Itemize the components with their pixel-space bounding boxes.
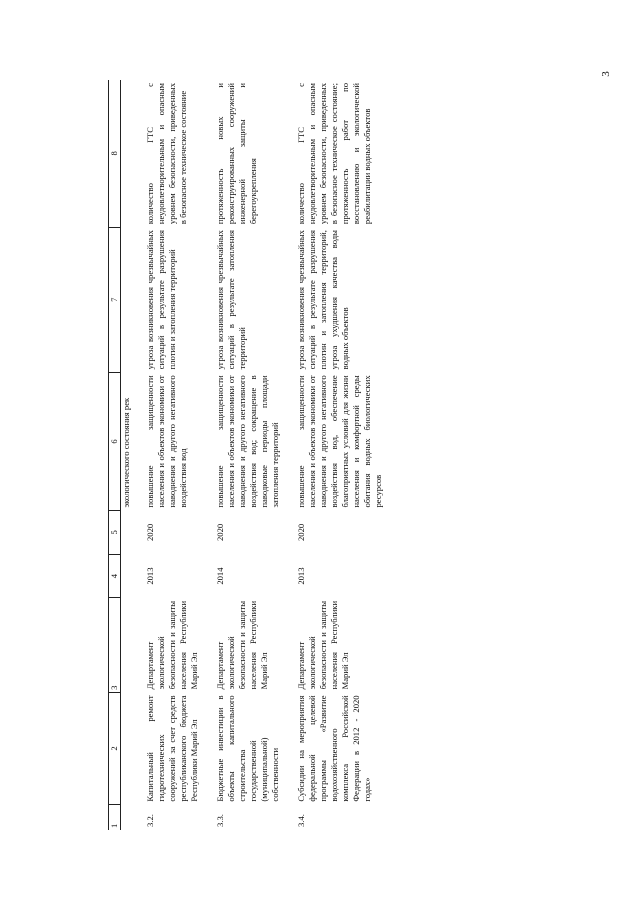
start-year: 2014 <box>215 567 225 585</box>
rotated-table-area <box>108 80 633 830</box>
risks: угроза возникновения чрезвычайных ситуаций в результате разрушения плотин и затопления территорий <box>145 230 177 370</box>
indicator: количество ГТС с неудовлетворительным и опасным уровнем безопасности, приведенных в безопасное техническое состояние <box>145 83 188 225</box>
end-year: 2020 <box>215 523 225 541</box>
col-header-6: 6 <box>109 372 121 510</box>
executor: Департамент экологической безопасности и защиты населения Республики Марий Эл <box>296 600 350 690</box>
start-year: 2013 <box>145 567 155 585</box>
executor: Департамент экологической безопасности и защиты населения Республики Марий Эл <box>215 600 269 690</box>
expected-result: повышение защищенности населения и объектов экономики от наводнения и другого негативного воздействия вод; сокращение в паводковые периоды площади затопления территорий <box>215 375 280 508</box>
col-header-5: 5 <box>109 511 121 555</box>
measure-name: Капитальный ремонт гидротехнических сооружений за счет средств республиканского бюджета Республики Марий Эл <box>145 695 199 802</box>
risks: угроза возникновения чрезвычайных ситуаций в результате разрушения плотин и затопления территорий, угроза ухудшения качества воды водных объектов <box>296 230 350 370</box>
table-row <box>144 80 214 830</box>
continuation-row <box>121 80 145 830</box>
col-header-8: 8 <box>109 80 121 227</box>
table-row <box>295 80 398 830</box>
program-measures-table <box>108 80 398 830</box>
col-header-4: 4 <box>109 554 121 598</box>
row-number: 3.4. <box>296 814 306 827</box>
start-year: 2013 <box>296 567 306 585</box>
end-year: 2020 <box>296 523 306 541</box>
expected-result: повышение защищенности населения и объектов экономики от наводнения и другого негативного воздействия вод <box>145 375 188 508</box>
column-number-header-row <box>109 80 121 830</box>
table-row <box>214 80 295 830</box>
indicator: количество ГТС с неудовлетворительным и опасным уровнем безопасности, приведенных в безопасное техническое состояние; протяженность работ по восстановлению и экологической реабилитации водных объектов <box>296 83 372 225</box>
end-year: 2020 <box>145 523 155 541</box>
measure-name: Бюджетные инвестиции в объекты капитального строительства государственной (муниципальной) собственности <box>215 695 280 802</box>
risks: угроза возникновения чрезвычайных ситуаций в результате затопления территорий <box>215 230 247 370</box>
indicator: протяженность новых и реконструированных сооружений инженерной защиты и берегоукрепления <box>215 83 258 225</box>
continuation-text: экологического состояния рек <box>121 397 131 508</box>
executor: Департамент экологической безопасности и защиты населения Республики Марий Эл <box>145 600 199 690</box>
page-number: 3 <box>599 71 612 77</box>
col-header-7: 7 <box>109 227 121 372</box>
expected-result: повышение защищенности населения и объектов экономики от наводнения и другого негативного воздействия вод, обеспечение благоприятных условий для жизни населения и комфортной среды обитания водных биологических ресурсов <box>296 375 383 508</box>
col-header-1: 1 <box>109 823 119 828</box>
col-header-2: 2 <box>109 692 121 804</box>
measure-name: Субсидии на мероприятия федеральной целевой программы «Развитие водохозяйственного комплекса Российской Федерации в 2012 - 2020 годах» <box>296 695 372 802</box>
col-header-3: 3 <box>109 598 121 692</box>
row-number: 3.2. <box>145 814 155 827</box>
row-number: 3.3. <box>215 814 225 827</box>
